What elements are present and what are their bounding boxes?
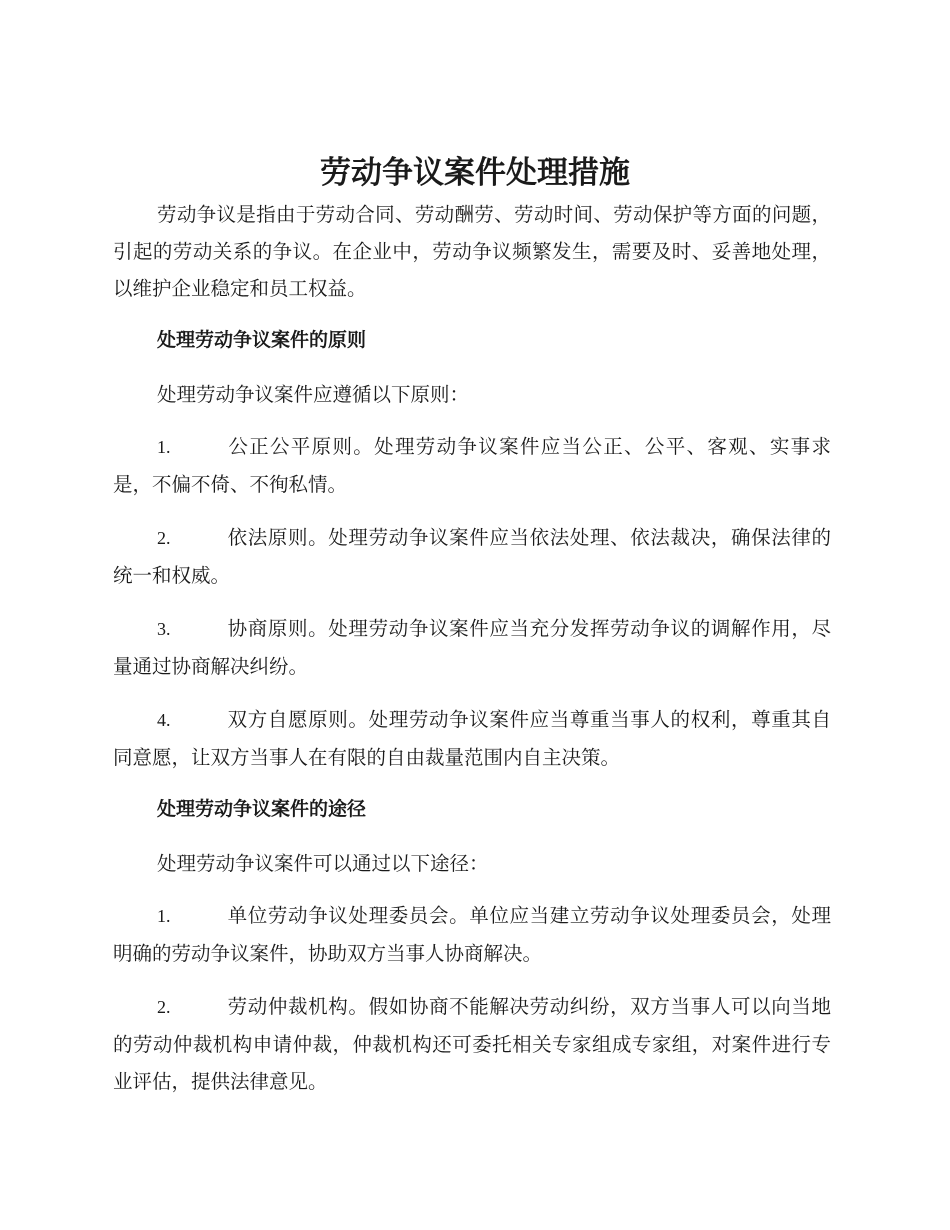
- list-item: [113, 610, 831, 685]
- list-item-number: 1.: [157, 906, 171, 926]
- list-item-text: 公正公平原则。处理劳动争议案件应当公正、公平、客观、实事求是，不偏不倚、不徇私情。: [113, 435, 831, 496]
- list-item-text: 双方自愿原则。处理劳动争议案件应当尊重当事人的权利，尊重其自同意愿，让双方当事人在有限的自由裁量范围内自主决策。: [113, 708, 831, 769]
- list-item-number: 3.: [157, 619, 171, 639]
- list-item: [113, 897, 831, 972]
- list-item-text: 协商原则。处理劳动争议案件应当充分发挥劳动争议的调解作用，尽量通过协商解决纠纷。: [113, 617, 831, 678]
- section-heading-channels: 处理劳动争议案件的途径: [157, 798, 367, 820]
- list-item-text: 劳动仲裁机构。假如协商不能解决劳动纠纷，双方当事人可以向当地的劳动仲裁机构申请仲裁，仲裁机构还可委托相关专家组成专家组，对案件进行专业评估，提供法律意见。: [113, 995, 831, 1093]
- list-item-number: 2.: [157, 997, 171, 1017]
- list-item-number: 2.: [157, 528, 171, 548]
- list-item: [113, 428, 831, 503]
- list-item: [113, 988, 831, 1100]
- channels-lead: 处理劳动争议案件可以通过以下途径：: [157, 852, 489, 875]
- list-item-text: 单位劳动争议处理委员会。单位应当建立劳动争议处理委员会，处理明确的劳动争议案件，协助双方当事人协商解决。: [113, 904, 831, 965]
- section-heading-principles: 处理劳动争议案件的原则: [157, 329, 367, 351]
- list-item: [113, 701, 831, 776]
- principles-lead: 处理劳动争议案件应遵循以下原则：: [157, 383, 470, 406]
- list-item-number: 4.: [157, 710, 171, 730]
- list-item-text: 依法原则。处理劳动争议案件应当依法处理、依法裁决，确保法律的统一和权威。: [113, 526, 831, 587]
- list-item-number: 1.: [157, 437, 171, 457]
- document-title: 劳动争议案件处理措施: [320, 155, 630, 191]
- list-item: [113, 519, 831, 594]
- intro-paragraph: 劳动争议是指由于劳动合同、劳动酬劳、劳动时间、劳动保护等方面的问题，引起的劳动关系的争议。在企业中，劳动争议频繁发生，需要及时、妥善地处理，以维护企业稳定和员工权益。: [113, 203, 831, 300]
